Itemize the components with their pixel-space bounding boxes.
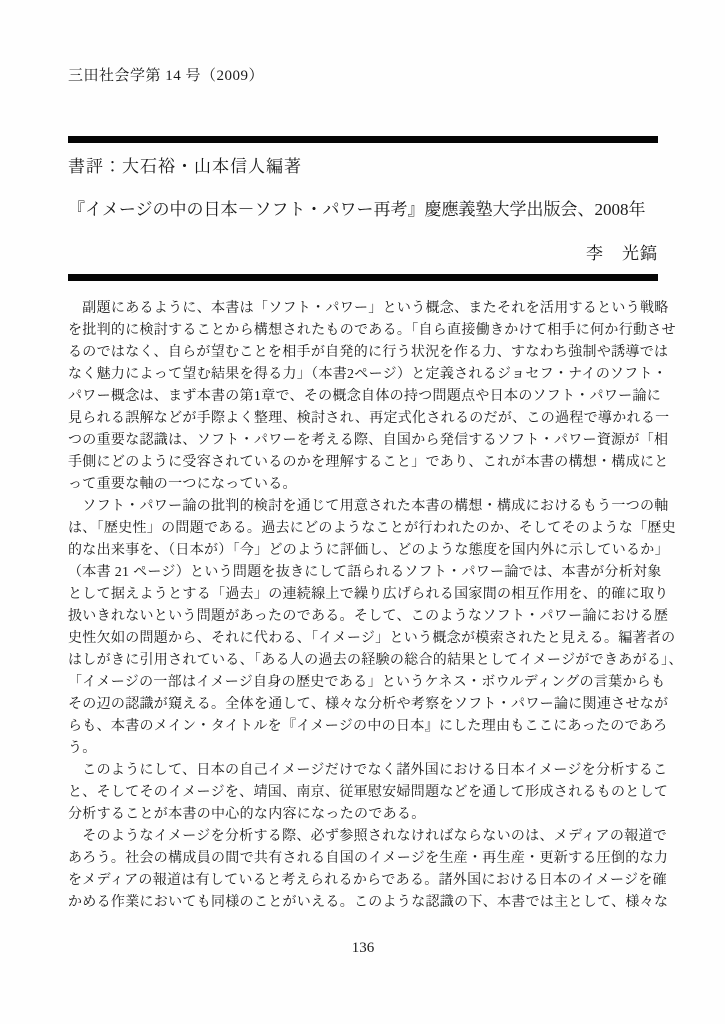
- body-line: 見られる誤解などが手際よく整理、検討され、再定式化されるのだが、この過程で導かれる一: [68, 411, 670, 426]
- body-line: 「イメージの一部はイメージ自身の歴史である」というケネス・ボウルディングの言葉からも: [68, 675, 666, 690]
- body-line: 副題にあるように、本書は「ソフト・パワー」という概念、またそれを活用するという戦略: [68, 301, 669, 316]
- page-number: 136: [351, 940, 375, 956]
- body-line: ソフト・パワー論の批判的検討を通じて用意された本書の構想・構成におけるもう一つの軸: [68, 499, 669, 514]
- reviewer-name: 李 光鎬: [586, 244, 658, 263]
- body-paragraph: [68, 496, 683, 760]
- journal-issue-header: 三田社会学第 14 号（2009）: [68, 68, 265, 84]
- body-line: は、「歴史性」の問題である。過去にどのようなことが行われたのか、そしてそのような「歴史: [68, 521, 676, 536]
- body-line: なく魅力によって望む結果を得る力」（本書2ページ）と定義されるジョセフ・ナイのソフト・: [68, 367, 668, 382]
- body-line: 扱いきれないという問題があったのである。そして、このようなソフト・パワー論における歴: [68, 609, 669, 624]
- bottom-divider-rule: [68, 274, 658, 281]
- body-line: その辺の認識が窺える。全体を通して、様々な分析や考察をソフト・パワー論に関連させなが: [68, 697, 669, 712]
- body-line: 史性欠如の問題から、それに代わる、「イメージ」という概念が模索されたと見える。編著者の: [68, 631, 676, 646]
- review-heading: 書評：大石裕・山本信人編著: [68, 157, 302, 176]
- body-line: 手側にどのように受容されているのかを理解すること」であり、これが本書の構想・構成にと: [68, 455, 669, 470]
- body-line: るのではなく、自らが望むことを相手が自発的に行う状況を作る力、すなわち強制や誘導では: [68, 345, 669, 360]
- body-paragraph: [68, 760, 669, 826]
- book-title: 『イメージの中の日本－ソフト・パワー再考』慶應義塾大学出版会、2008年: [68, 200, 646, 219]
- body-line: 分析することが本書の中心的な内容になったのである。: [68, 807, 426, 822]
- review-body: [68, 298, 683, 914]
- body-line: として据えようとする「過去」の連続線上で繰り広げられる国家間の相互作用を、的確に取り: [68, 587, 669, 602]
- body-line: （本書 21 ページ）という問題を抜きにして語られるソフト・パワー論では、本書が分析対象: [68, 565, 662, 580]
- page-content-column: [68, 0, 683, 914]
- body-line: パワー概念は、まず本書の第1章で、その概念自体の持つ問題点や日本のソフト・パワー論に: [68, 389, 662, 404]
- body-line: を批判的に検討することから構想されたものである。「自ら直接働きかけて相手に何か行動させ: [68, 323, 676, 338]
- body-paragraph: [68, 826, 669, 914]
- body-line: う。: [68, 741, 97, 756]
- body-line: あろう。社会の構成員の間で共有される自国のイメージを生産・再生産・更新する圧倒的な力: [68, 851, 669, 866]
- body-line: と、そしてそのイメージを、靖国、南京、従軍慰安婦問題などを通して形成されるものとして: [68, 785, 669, 800]
- body-line: って重要な軸の一つになっている。: [68, 477, 297, 492]
- body-paragraph: [68, 298, 676, 496]
- body-line: 的な出来事を、（日本が）「今」どのように評価し、どのような態度を国内外に示しているか」: [68, 543, 669, 558]
- body-line: はしがきに引用されている、「ある人の過去の経験の総合的結果としてイメージができあがる」、: [68, 653, 683, 668]
- body-line: このようにして、日本の自己イメージだけでなく諸外国における日本イメージを分析するこ: [68, 763, 668, 778]
- body-line: かめる作業においても同様のことがいえる。このような認識の下、本書では主として、様々な: [68, 895, 669, 910]
- body-line: そのようなイメージを分析する際、必ず参照されなければならないのは、メディアの報道で: [68, 829, 668, 844]
- body-line: をメディアの報道は有していると考えられるからである。諸外国における日本のイメージを確: [68, 873, 667, 888]
- body-line: らも、本書のメイン・タイトルを『イメージの中の日本』にした理由もここにあったのであろ: [68, 719, 668, 734]
- body-line: つの重要な認識は、ソフト・パワーを考える際、自国から発信するソフト・パワー資源が「相: [68, 433, 669, 448]
- top-divider-rule: [68, 136, 658, 143]
